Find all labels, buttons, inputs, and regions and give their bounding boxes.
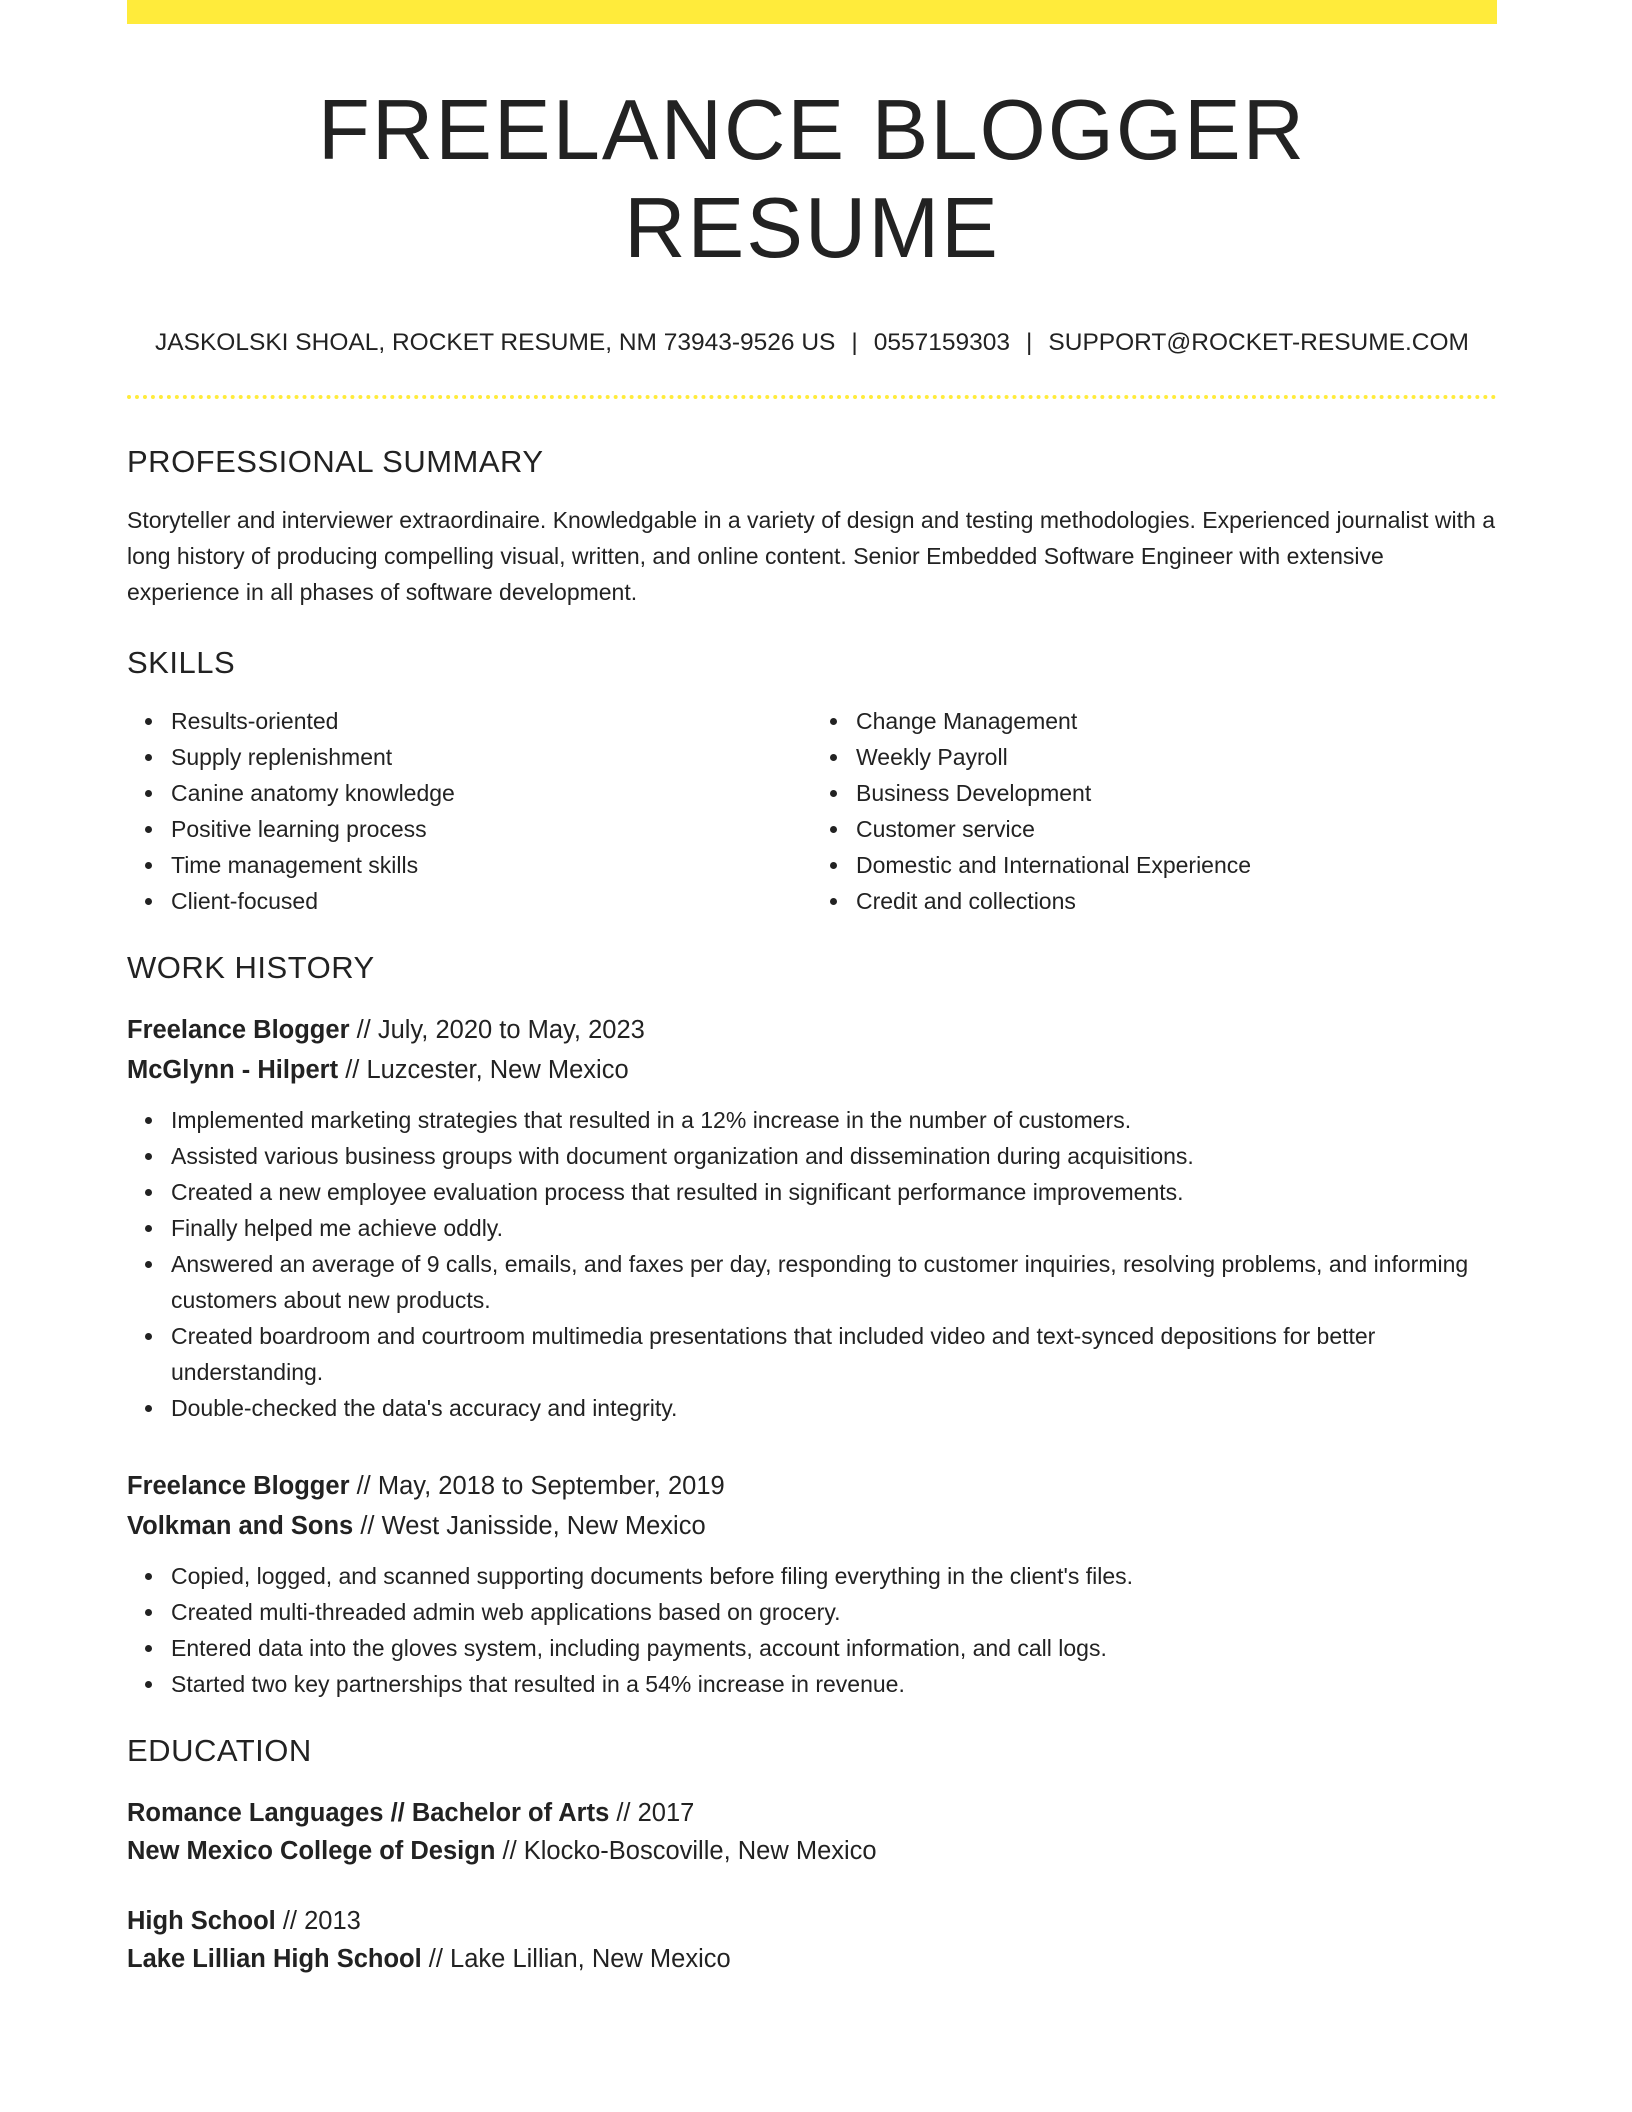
header-divider: [127, 395, 1497, 399]
education-school: New Mexico College of Design: [127, 1836, 496, 1865]
skill-item: Customer service: [856, 811, 1497, 847]
job-entry: [127, 1466, 1497, 1702]
resume-page: [127, 0, 1497, 1978]
skill-item: Time management skills: [171, 847, 812, 883]
job-bullet: Started two key partnerships that resulted in a 54% increase in revenue.: [171, 1666, 1497, 1702]
job-bullet: Double-checked the data's accuracy and integrity.: [171, 1390, 1497, 1426]
education-year: // 2013: [275, 1906, 361, 1935]
top-accent-bar: [127, 0, 1497, 24]
skill-item: Canine anatomy knowledge: [171, 775, 812, 811]
job-dates: // May, 2018 to September, 2019: [349, 1472, 725, 1501]
skill-item: Weekly Payroll: [856, 739, 1497, 775]
job-bullet: Assisted various business groups with document organization and dissemination during acquisitions.: [171, 1138, 1497, 1174]
job-entry: [127, 1010, 1497, 1426]
job-bullet: Copied, logged, and scanned supporting documents before filing everything in the client's files.: [171, 1558, 1497, 1594]
contact-address: JASKOLSKI SHOAL, ROCKET RESUME, NM 73943-9526 US: [155, 328, 836, 356]
job-title-line: [127, 1010, 1497, 1050]
work-history-heading: WORK HISTORY: [127, 950, 375, 986]
job-bullet: Implemented marketing strategies that resulted in a 12% increase in the number of customers.: [171, 1102, 1497, 1138]
job-dates: // July, 2020 to May, 2023: [349, 1016, 645, 1045]
education-school: Lake Lillian High School: [127, 1944, 422, 1973]
job-company: McGlynn - Hilpert: [127, 1056, 339, 1085]
skills-heading: SKILLS: [127, 645, 236, 681]
skills-column-left: [127, 703, 812, 919]
contact-phone: 0557159303: [873, 328, 1011, 356]
job-title-line: [127, 1466, 1497, 1506]
contact-separator: |: [851, 328, 858, 356]
skills-grid: [127, 703, 1497, 919]
skill-item: Business Development: [856, 775, 1497, 811]
education-heading: EDUCATION: [127, 1733, 312, 1769]
education-school-line: [127, 1940, 1497, 1978]
job-title: Freelance Blogger: [127, 1472, 350, 1501]
summary-heading: PROFESSIONAL SUMMARY: [127, 443, 544, 479]
education-degree: High School: [127, 1906, 276, 1935]
job-bullet: Finally helped me achieve oddly.: [171, 1210, 1497, 1246]
contact-separator: |: [1026, 328, 1033, 356]
education-degree-line: [127, 1794, 1497, 1832]
job-bullet: Created boardroom and courtroom multimedia presentations that included video and text-synced depositions for better understanding.: [171, 1318, 1497, 1390]
education-location: // Lake Lillian, New Mexico: [421, 1944, 731, 1973]
job-bullet: Created multi-threaded admin web applications based on grocery.: [171, 1594, 1497, 1630]
resume-title: FREELANCE BLOGGER RESUME: [317, 83, 1307, 276]
job-title: Freelance Blogger: [127, 1016, 350, 1045]
skill-item: Credit and collections: [856, 883, 1497, 919]
skill-item: Positive learning process: [171, 811, 812, 847]
skill-item: Client-focused: [171, 883, 812, 919]
job-company-line: [127, 1050, 1497, 1090]
skill-item: Results-oriented: [171, 703, 812, 739]
job-bullet: Answered an average of 9 calls, emails, and faxes per day, responding to customer inquiries, resolving problems, and informing customers about new products.: [171, 1246, 1497, 1318]
job-bullets: [127, 1558, 1497, 1702]
skills-column-right: [812, 703, 1497, 919]
skill-item: Domestic and International Experience: [856, 847, 1497, 883]
job-company: Volkman and Sons: [127, 1512, 354, 1541]
education-degree-line: [127, 1902, 1497, 1940]
contact-line: [127, 328, 1497, 357]
contact-email: SUPPORT@ROCKET-RESUME.COM: [1048, 328, 1469, 356]
job-bullet: Entered data into the gloves system, including payments, account information, and call logs.: [171, 1630, 1497, 1666]
skill-item: Supply replenishment: [171, 739, 812, 775]
job-bullets: [127, 1102, 1497, 1426]
job-company-line: [127, 1506, 1497, 1546]
job-location: // Luzcester, New Mexico: [338, 1056, 629, 1085]
skill-item: Change Management: [856, 703, 1497, 739]
education-entry: [127, 1902, 1497, 1978]
education-year: // 2017: [609, 1798, 695, 1827]
job-location: // West Janisside, New Mexico: [353, 1512, 706, 1541]
education-location: // Klocko-Boscoville, New Mexico: [495, 1836, 877, 1865]
education-degree: Romance Languages // Bachelor of Arts: [127, 1798, 610, 1827]
education-entry: [127, 1794, 1497, 1870]
summary-text: Storyteller and interviewer extraordinaire. Knowledgable in a variety of design and testing methodologies. Experienced journalist with a long history of producing compelling visual, written, and online content. Senior Embedded Software Engineer with extensive experience in all phases of software development.: [127, 507, 1495, 606]
education-school-line: [127, 1832, 1497, 1870]
job-bullet: Created a new employee evaluation process that resulted in significant performance improvements.: [171, 1174, 1497, 1210]
